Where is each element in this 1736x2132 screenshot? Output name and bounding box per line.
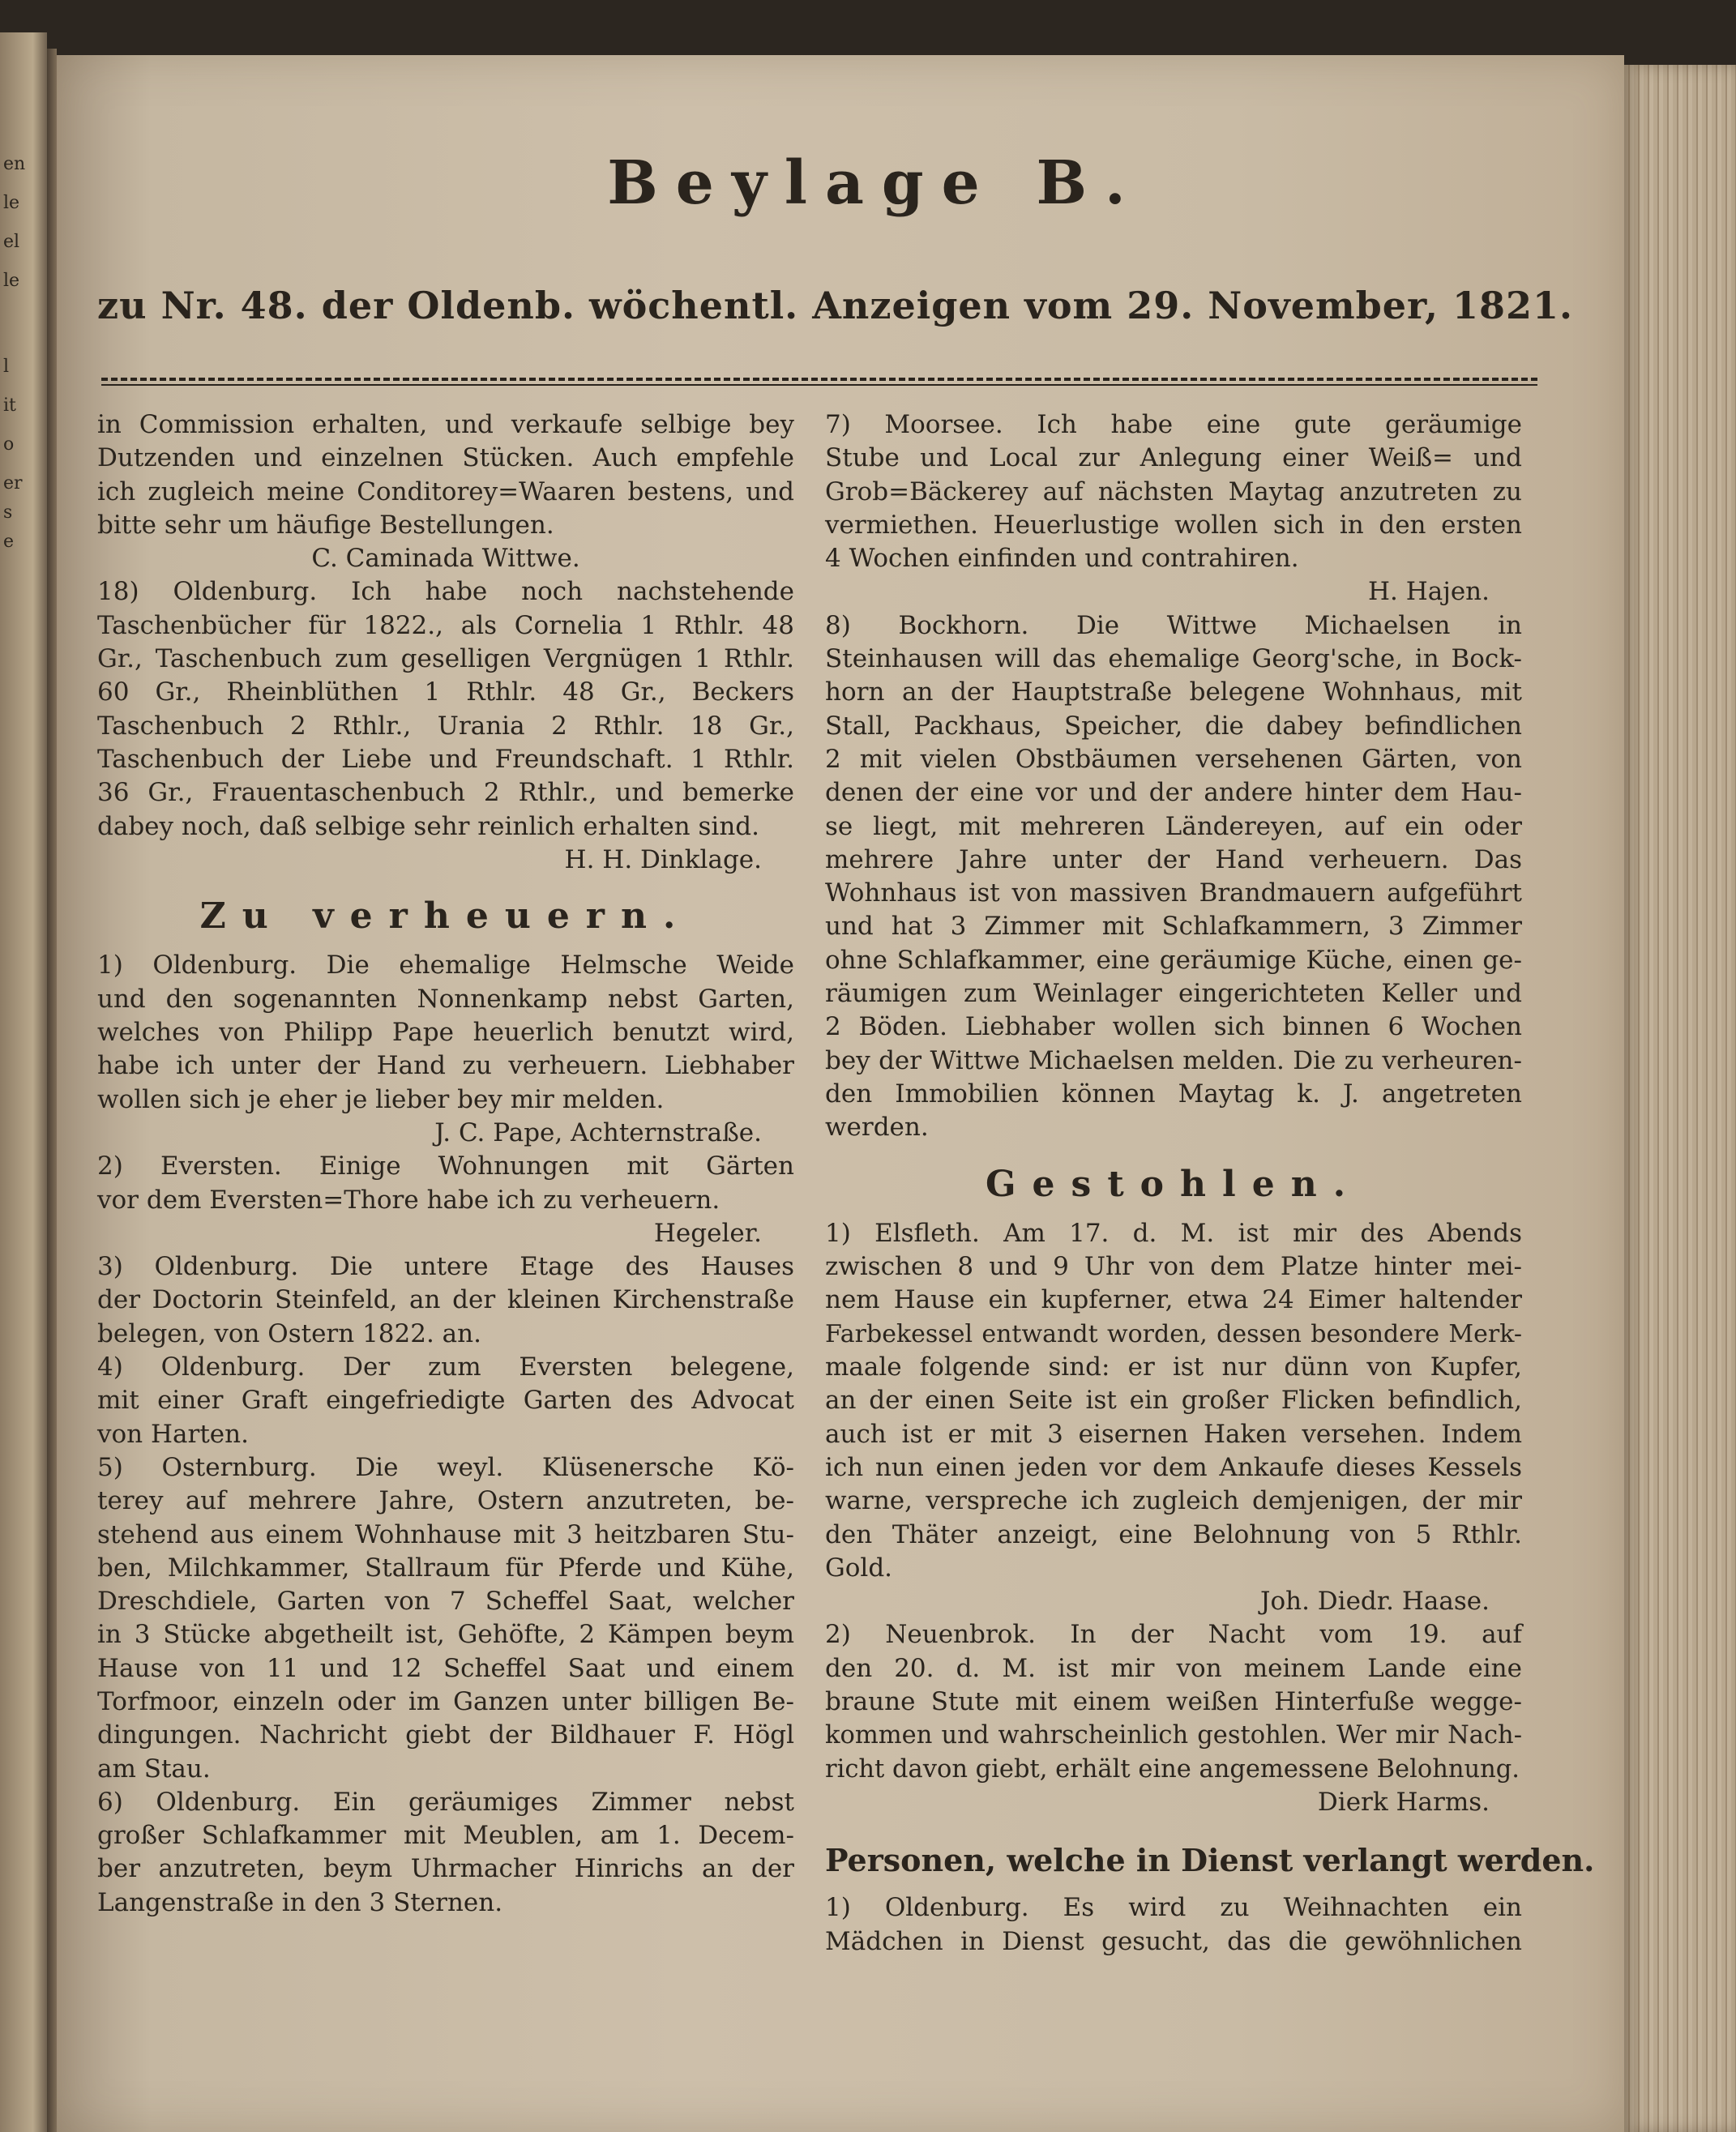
supplement-title: Beylage B. — [607, 148, 1144, 218]
text-line: stehend aus einem Wohnhause mit 3 heitzbaren Stu- — [97, 1519, 794, 1549]
rent-notice-4 — [97, 1351, 794, 1451]
text-line: großer Schlafkammer mit Meublen, am 1. Decem- — [97, 1821, 794, 1851]
notice-signature: Hegeler. — [653, 1218, 762, 1248]
text-line: se liegt, mit mehreren Ländereyen, auf ein oder — [825, 811, 1522, 841]
text-line: Wohnhaus ist von massiven Brandmauern aufgeführt — [825, 878, 1522, 908]
text-line: 4) Oldenburg. Der zum Eversten belegene, — [97, 1352, 794, 1382]
text-line: Dreschdiele, Garten von 7 Scheffel Saat, welcher — [97, 1587, 794, 1617]
text-line: nem Hause ein kupferner, etwa 24 Eimer haltender — [825, 1285, 1522, 1315]
left-column — [97, 408, 794, 1920]
section-heading-service: Personen, welche in Dienst verlangt werden. — [825, 1842, 1595, 1879]
text-line: belegen, von Ostern 1822. an. — [97, 1318, 481, 1348]
rent-notice-7 — [825, 408, 1522, 609]
text-line: 36 Gr., Frauentaschenbuch 2 Rthlr., und bemerke — [97, 778, 794, 808]
text-line: ich zugleich meine Conditorey=Waaren bestens, und — [97, 476, 794, 506]
margin-fragment: en — [3, 154, 26, 174]
notice-signature: C. Caminada Wittwe. — [311, 544, 580, 574]
text-line: 2 Böden. Liebhaber wollen sich binnen 6 Wochen — [825, 1012, 1522, 1042]
text-line: Mädchen in Dienst gesucht, das die gewöhnlichen — [825, 1926, 1522, 1956]
previous-page-edge — [0, 32, 47, 2132]
notice-signature: Joh. Diedr. Haase. — [1260, 1587, 1490, 1617]
text-line: Dutzenden und einzelnen Stücken. Auch empfehle — [97, 443, 794, 473]
text-line: 7) Moorsee. Ich habe eine gute geräumige — [825, 410, 1522, 439]
notice-signature: J. C. Pape, Achternstraße. — [434, 1117, 762, 1147]
text-line: der Doctorin Steinfeld, an der kleinen Kirchenstraße — [97, 1285, 794, 1315]
text-line: horn an der Hauptstraße belegene Wohnhaus, mit — [825, 677, 1522, 707]
text-line: ben, Milchkammer, Stallraum für Pferde und Kühe, — [97, 1553, 794, 1583]
text-line: mit einer Graft eingefriedigte Garten des Advocat — [97, 1386, 794, 1416]
text-line: 2 mit vielen Obstbäumen versehenen Gärten, von — [825, 744, 1522, 774]
text-line: räumigen zum Weinlager eingerichteten Keller und — [825, 979, 1522, 1009]
text-line: 6) Oldenburg. Ein geräumiges Zimmer nebst — [97, 1787, 794, 1817]
rent-notice-3 — [97, 1250, 794, 1351]
text-line: in 3 Stücke abgetheilt ist, Gehöfte, 2 Kämpen beym — [97, 1620, 794, 1650]
text-line: Hause von 11 und 12 Scheffel Saat und einem — [97, 1653, 794, 1683]
text-line: denen der eine vor und der andere hinter dem Hau- — [825, 778, 1522, 808]
margin-fragment: s — [3, 502, 13, 523]
text-line: den 20. d. M. ist mir von meinem Lande eine — [825, 1653, 1522, 1683]
text-line: und den sogenannten Nonnenkamp nebst Garten, — [97, 984, 794, 1014]
margin-fragment: el — [3, 232, 20, 252]
text-line: und hat 3 Zimmer mit Schlafkammern, 3 Zimmer — [825, 912, 1522, 942]
text-line: Stall, Packhaus, Speicher, die dabey befindlichen — [825, 711, 1522, 741]
margin-fragment: er — [3, 473, 23, 493]
text-line: dabey noch, daß selbige sehr reinlich erhalten sind. — [97, 811, 759, 841]
text-line: Torfmoor, einzeln oder im Ganzen unter billigen Be- — [97, 1686, 794, 1716]
text-line: 18) Oldenburg. Ich habe noch nachstehende — [97, 577, 794, 607]
text-line: am Stau. — [97, 1754, 211, 1784]
text-line: kommen und wahrscheinlich gestohlen. Wer mir Nach- — [825, 1721, 1522, 1750]
text-line: den Thäter anzeigt, eine Belohnung von 5 Rthlr. — [825, 1519, 1522, 1549]
text-line: 2) Neuenbrok. In der Nacht vom 19. auf — [825, 1620, 1522, 1650]
margin-fragment: e — [3, 532, 15, 552]
margin-fragment: le — [3, 271, 20, 291]
text-line: 1) Oldenburg. Die ehemalige Helmsche Weide — [97, 951, 794, 981]
stacked-page-edges — [1624, 65, 1736, 2132]
text-line: 2) Eversten. Einige Wohnungen mit Gärten — [97, 1151, 794, 1181]
section-heading-rent: Zu verheuern. — [199, 895, 692, 938]
notice-18 — [97, 575, 794, 877]
text-line: 60 Gr., Rheinblüthen 1 Rthlr. 48 Gr., Beckers — [97, 677, 794, 707]
rent-notice-8 — [825, 609, 1522, 1145]
text-line: an der einen Seite ist ein großer Flicken befindlich, — [825, 1386, 1522, 1416]
notice-continued — [97, 408, 794, 575]
text-line: vor dem Eversten=Thore habe ich zu verheuern. — [97, 1185, 720, 1215]
text-line: ich nun einen jeden vor dem Ankaufe dieses Kessels — [825, 1452, 1522, 1482]
text-line: Grob=Bäckerey auf nächsten Maytag anzutreten zu — [825, 476, 1522, 506]
text-line: Taschenbuch der Liebe und Freundschaft. 1 Rthlr. — [97, 744, 794, 774]
text-line: vermiethen. Heuerlustige wollen sich in den ersten — [825, 510, 1522, 540]
margin-fragment: l — [3, 357, 10, 377]
notice-signature: H. H. Dinklage. — [564, 844, 762, 874]
service-notice-1 — [825, 1891, 1522, 1959]
text-line: Farbekessel entwandt worden, dessen besondere Merk- — [825, 1319, 1522, 1348]
text-line: dingungen. Nachricht giebt der Bildhauer F. Högl — [97, 1720, 794, 1750]
text-line: 5) Osternburg. Die weyl. Klüsenersche Kö- — [97, 1452, 794, 1482]
stolen-notice-1 — [825, 1217, 1522, 1619]
newspaper-page — [57, 55, 1624, 2132]
text-line: von Harten. — [97, 1419, 249, 1449]
text-line: werden. — [825, 1113, 929, 1143]
margin-fragment: it — [3, 395, 16, 416]
text-line: 1) Elsfleth. Am 17. d. M. ist mir des Abends — [825, 1218, 1522, 1248]
text-line: bey der Wittwe Michaelsen melden. Die zu verheuren- — [825, 1045, 1522, 1075]
rent-notice-5 — [97, 1451, 794, 1786]
text-line: mehrere Jahre unter der Hand verheuern. Das — [825, 844, 1522, 874]
text-line: warne, verspreche ich zugleich demjenigen, der mir — [825, 1486, 1522, 1516]
text-line: Taschenbücher für 1822., als Cornelia 1 Rthlr. 48 — [97, 610, 794, 640]
text-line: in Commission erhalten, und verkaufe selbige bey — [97, 410, 794, 439]
section-heading-stolen: Gestohlen. — [985, 1163, 1362, 1205]
text-line: richt davon giebt, erhält eine angemessene Belohnung. — [825, 1754, 1520, 1784]
text-line: zwischen 8 und 9 Uhr von dem Platze hinter mei- — [825, 1252, 1522, 1282]
text-line: Taschenbuch 2 Rthlr., Urania 2 Rthlr. 18 Gr., — [97, 711, 794, 741]
margin-fragment: le — [3, 193, 20, 213]
text-line: terey auf mehrere Jahre, Ostern anzutreten, be- — [97, 1486, 794, 1516]
text-line: habe ich unter der Hand zu verheuern. Liebhaber — [97, 1051, 794, 1081]
header-rule-thin — [101, 384, 1537, 386]
rent-notice-1 — [97, 949, 794, 1150]
text-line: maale folgende sind: er ist nur dünn von Kupfer, — [825, 1352, 1522, 1382]
text-line: Gr., Taschenbuch zum geselligen Vergnügen 1 Rthlr. — [97, 644, 794, 674]
header-rule — [101, 378, 1537, 381]
text-line: Langenstraße in den 3 Sternen. — [97, 1887, 503, 1917]
text-line: welches von Philipp Pape heuerlich benutzt wird, — [97, 1018, 794, 1048]
text-line: den Immobilien können Maytag k. J. angetreten — [825, 1079, 1522, 1109]
text-line: 1) Oldenburg. Es wird zu Weihnachten ein — [825, 1893, 1522, 1923]
text-line: bitte sehr um häufige Bestellungen. — [97, 510, 554, 540]
text-line: Gold. — [825, 1553, 893, 1583]
rent-notice-6 — [97, 1786, 794, 1920]
right-column — [825, 408, 1595, 1959]
text-line: ohne Schlafkammer, eine geräumige Küche, einen ge- — [825, 945, 1522, 975]
book-spine — [47, 49, 57, 2132]
text-line: auch ist er mit 3 eisernen Haken versehen. Indem — [825, 1419, 1522, 1449]
notice-signature: H. Hajen. — [1367, 577, 1490, 607]
margin-fragment: o — [3, 434, 15, 455]
text-line: ber anzutreten, beym Uhrmacher Hinrichs an der — [97, 1854, 794, 1884]
text-line: Stube und Local zur Anlegung einer Weiß= und — [825, 443, 1522, 473]
supplement-subtitle: zu Nr. 48. der Oldenb. wöchentl. Anzeigen vom 29. November, 1821. — [97, 284, 1574, 327]
text-line: Steinhausen will das ehemalige Georg'sche, in Bock- — [825, 644, 1522, 674]
text-line: 3) Oldenburg. Die untere Etage des Hauses — [97, 1252, 794, 1282]
text-line: wollen sich je eher je lieber bey mir melden. — [97, 1084, 665, 1114]
text-line: braune Stute mit einem weißen Hinterfuße wegge- — [825, 1686, 1522, 1716]
rent-notice-2 — [97, 1150, 794, 1250]
notice-signature: Dierk Harms. — [1317, 1787, 1490, 1817]
text-line: 8) Bockhorn. Die Wittwe Michaelsen in — [825, 610, 1522, 640]
stolen-notice-2 — [825, 1618, 1522, 1819]
text-line: 4 Wochen einfinden und contrahiren. — [825, 544, 1299, 574]
